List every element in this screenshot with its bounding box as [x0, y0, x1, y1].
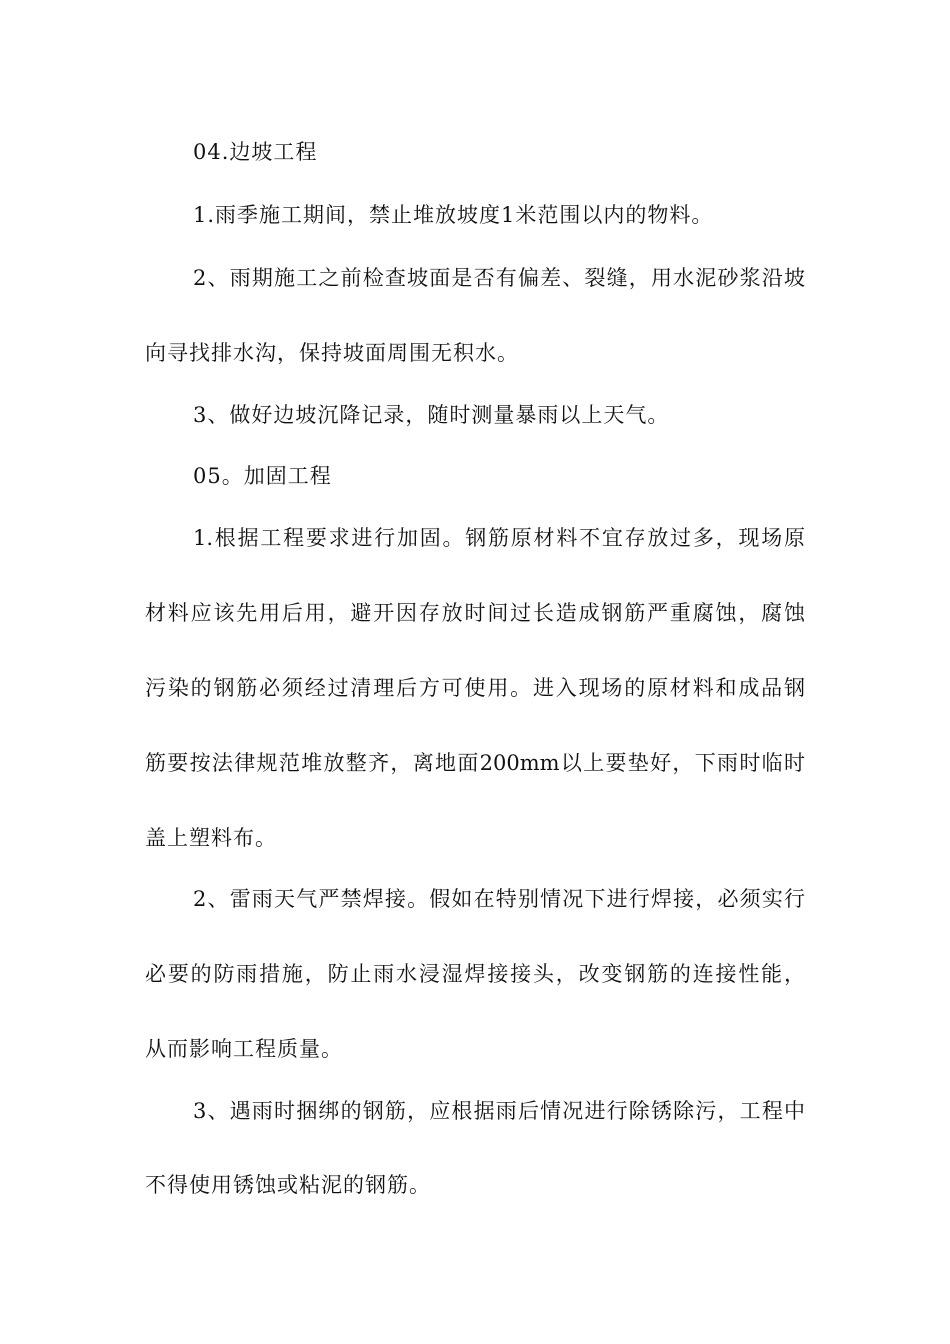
paragraph-line: 不得使用锈蚀或粘泥的钢筋。 [145, 1173, 431, 1197]
paragraph-line: 从而影响工程质量。 [145, 1037, 343, 1061]
paragraph-line: 2、雨期施工之前检查坡面是否有偏差、裂缝，用水泥砂浆沿坡 [193, 266, 805, 290]
paragraph-line: 污染的钢筋必须经过清理后方可使用。进入现场的原材料和成品钢 [145, 676, 805, 700]
paragraph-line: 筋要按法律规范堆放整齐，离地面200mm以上要垫好，下雨时临时 [145, 751, 805, 775]
paragraph-line: 3、遇雨时捆绑的钢筋，应根据雨后情况进行除锈除污，工程中 [193, 1099, 805, 1123]
paragraph-line: 1.雨季施工期间，禁止堆放坡度1米范围以内的物料。 [193, 203, 714, 227]
paragraph-line: 2、雷雨天气严禁焊接。假如在特别情况下进行焊接，必须实行 [193, 887, 805, 911]
section-heading-slope-engineering: 04.边坡工程 [193, 140, 318, 164]
paragraph-line: 材料应该先用后用，避开因存放时间过长造成钢筋严重腐蚀，腐蚀 [145, 601, 805, 625]
paragraph-line: 盖上塑料布。 [145, 826, 277, 850]
paragraph-line: 1.根据工程要求进行加固。钢筋原材料不宜存放过多，现场原 [193, 526, 805, 550]
section-heading-reinforcement-engineering: 05。加固工程 [193, 464, 332, 488]
paragraph-line: 向寻找排水沟，保持坡面周围无积水。 [145, 341, 519, 365]
paragraph-line: 3、做好边坡沉降记录，随时测量暴雨以上天气。 [193, 403, 670, 427]
paragraph-line: 必要的防雨措施，防止雨水浸湿焊接接头，改变钢筋的连接性能， [145, 962, 805, 986]
